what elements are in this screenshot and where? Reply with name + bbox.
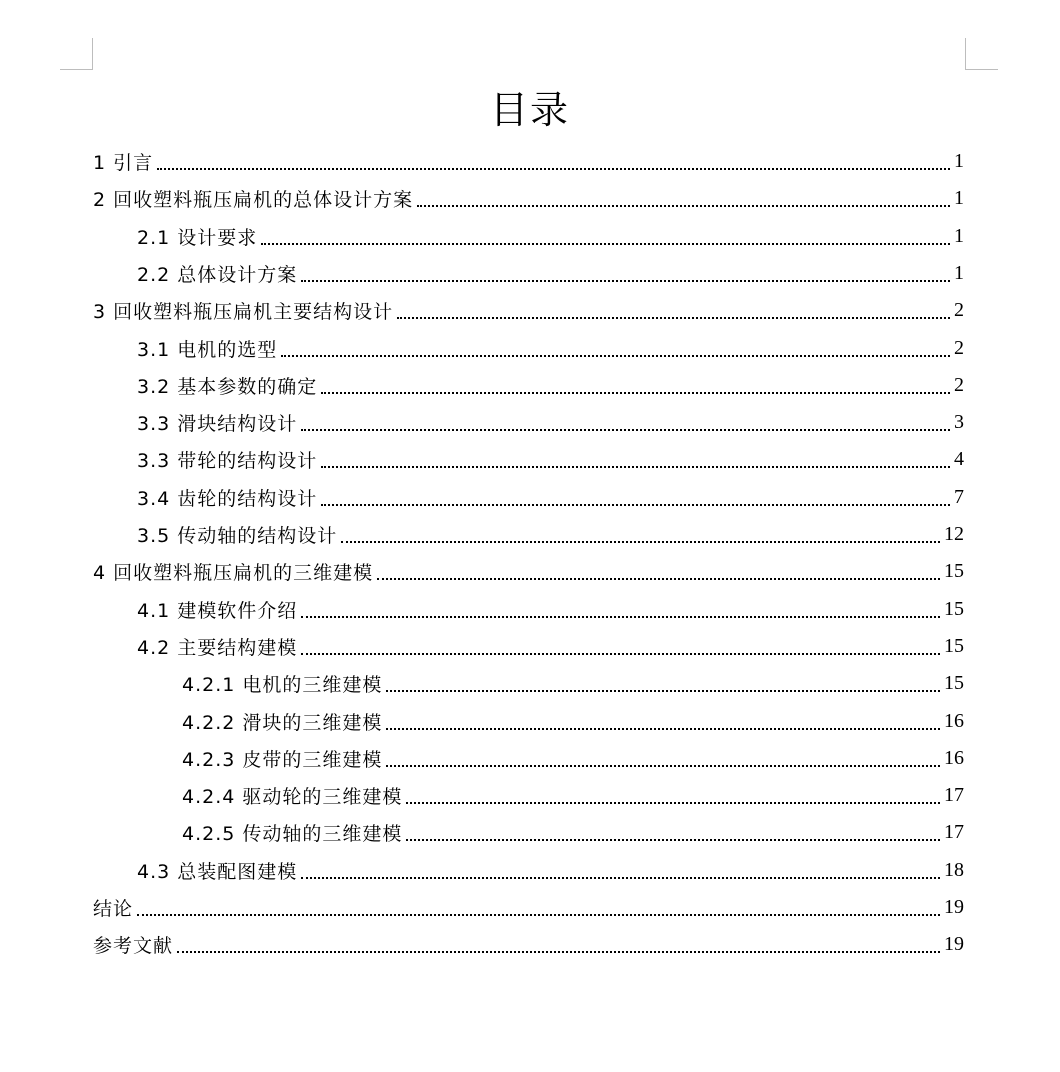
toc-entry-label: 3.1 电机的选型 [137,338,278,361]
toc-entry[interactable] [137,404,964,441]
toc-dot-leader [321,504,950,506]
toc-entry[interactable] [137,255,964,292]
toc-page-number: 12 [944,523,964,545]
toc-dot-leader [301,616,940,618]
toc-entry-label: 4.2.2 滑块的三维建模 [182,711,383,734]
toc-page-number: 18 [944,858,964,881]
toc-entry[interactable] [93,180,964,217]
toc-dot-leader [301,280,950,282]
toc-dot-leader [157,168,950,170]
toc-entry-label: 参考文献 [93,935,174,958]
toc-page-number: 15 [944,597,964,620]
toc-entry[interactable] [137,479,964,516]
toc-dot-leader [301,429,950,431]
toc-entry-label: 2.2 总体设计方案 [137,263,298,286]
toc-dot-leader [406,839,940,841]
toc-entry-label: 3.4 齿轮的结构设计 [137,487,318,510]
toc-page-number: 16 [944,709,964,732]
toc-entry[interactable] [93,926,964,963]
toc-dot-leader [386,765,940,767]
toc-entry-label: 2.1 设计要求 [137,226,258,249]
toc-dot-leader [321,466,950,468]
toc-dot-leader [301,653,940,655]
toc-entry[interactable] [182,740,964,777]
toc-page-number: 1 [954,150,964,172]
toc-dot-leader [386,690,940,692]
toc-page-number: 16 [944,746,964,769]
toc-dot-leader [177,951,940,953]
toc-page-number: 17 [944,821,964,844]
toc-entry-label: 3.3 滑块结构设计 [137,413,298,436]
toc-entry[interactable] [137,852,964,889]
toc-page-number: 1 [954,224,964,247]
toc-entry[interactable] [137,367,964,404]
toc-entry-label: 4 回收塑料瓶压扁机的三维建模 [93,562,374,585]
toc-page-number: 1 [954,261,964,284]
toc-page-number: 19 [944,896,964,918]
toc-entry-label: 3 回收塑料瓶压扁机主要结构设计 [93,301,394,324]
toc-entry[interactable] [93,553,964,590]
toc-entry[interactable] [137,628,964,665]
toc-entry[interactable] [137,591,964,628]
toc-entry[interactable] [182,777,964,814]
toc-page-number: 15 [944,560,964,583]
toc-page-number: 15 [944,672,964,695]
toc-dot-leader [321,392,950,394]
toc-page-number: 2 [954,373,964,396]
toc-entry-label: 3.5 传动轴的结构设计 [137,525,338,547]
toc-entry-label: 4.2 主要结构建模 [137,636,298,659]
toc-entry[interactable] [93,143,964,180]
toc-entry-label: 4.2.3 皮带的三维建模 [182,748,383,771]
toc-entry-label: 4.2.5 传动轴的三维建模 [182,823,403,846]
toc-entry-label: 3.3 带轮的结构设计 [137,450,318,473]
crop-mark-top-left [60,69,93,70]
toc-entry[interactable] [137,330,964,367]
toc-entry-label: 2 回收塑料瓶压扁机的总体设计方案 [93,189,414,212]
toc-page-number: 3 [954,411,964,434]
toc-page-number: 4 [954,448,964,471]
toc-entry-label: 1 引言 [93,152,154,174]
toc-entry-label: 结论 [93,898,134,920]
toc-entry-label: 4.3 总装配图建模 [137,860,298,883]
toc-dot-leader [397,317,950,319]
toc-entry[interactable] [137,218,964,255]
toc-dot-leader [301,877,940,879]
toc-page-number: 15 [944,634,964,657]
toc-entry[interactable] [182,814,964,851]
toc-title: 目录 [489,88,570,132]
toc-page-number: 2 [954,299,964,322]
toc-dot-leader [406,802,940,804]
toc-entry-label: 4.1 建模软件介绍 [137,599,298,622]
toc-entry[interactable] [93,889,964,926]
toc-dot-leader [281,355,950,357]
toc-page-number: 2 [954,336,964,359]
toc-page-number: 17 [944,784,964,807]
toc-dot-leader [386,728,940,730]
toc-entry-label: 3.2 基本参数的确定 [137,375,318,398]
toc-dot-leader [377,578,940,580]
toc-entry-label: 4.2.1 电机的三维建模 [182,674,383,697]
toc-page-number: 19 [944,933,964,956]
toc-dot-leader [341,541,940,543]
toc-entry[interactable] [93,292,964,329]
toc-dot-leader [261,243,950,245]
crop-mark-top-left [92,38,93,70]
toc-page-number: 1 [954,187,964,210]
toc-entry[interactable] [137,516,964,553]
toc-entry[interactable] [137,441,964,478]
toc-entry[interactable] [182,665,964,702]
toc-entry[interactable] [182,703,964,740]
crop-mark-top-right [965,69,998,70]
crop-mark-top-right [965,38,966,70]
toc-page-number: 7 [954,485,964,508]
toc-dot-leader [417,205,950,207]
toc-entry-label: 4.2.4 驱动轮的三维建模 [182,786,403,809]
toc-dot-leader [137,914,940,916]
